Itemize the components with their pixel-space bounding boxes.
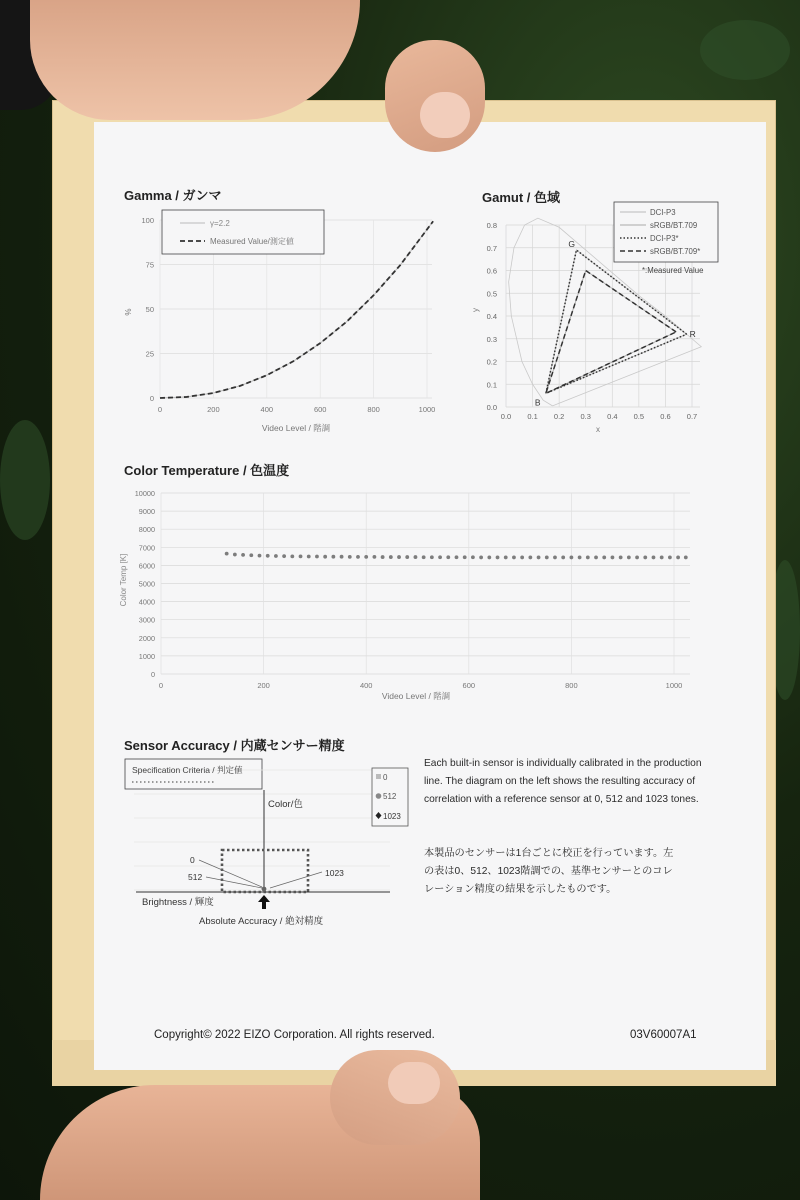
gamut-ytick-label: 0.1 (486, 380, 497, 390)
ct-data-point (266, 554, 270, 558)
gamut-legend-entry: sRGB/BT.709 (650, 221, 698, 230)
document-code: 03V60007A1 (630, 1029, 697, 1041)
gamut-xtick-label: 0.7 (686, 412, 698, 421)
gamma-xtick-label: 1000 (418, 405, 436, 414)
ct-data-point (315, 555, 319, 559)
ct-ytick-label: 9000 (138, 507, 155, 517)
ct-data-point (553, 556, 557, 560)
gamma-xlabel: Video Level / 階調 (261, 423, 331, 433)
ct-data-point (643, 556, 647, 560)
gamut-ytick-label: 0.6 (486, 266, 497, 276)
gamma-xtick-label: 400 (260, 405, 274, 414)
legend-0: 0 (383, 773, 388, 782)
ct-ytick-label: 8000 (138, 525, 155, 535)
gamut-xlabel: x (596, 425, 600, 434)
sensor-legend-marker-0 (376, 774, 381, 779)
ct-data-point (430, 555, 434, 559)
ct-data-point (520, 556, 524, 560)
ct-data-point (290, 554, 294, 558)
ct-xtick-label: 0 (158, 681, 164, 690)
gamma-title: Gamma / ガンマ (124, 188, 222, 203)
gamut-xtick-label: 0.4 (607, 412, 618, 421)
sensor-arrow-stem (262, 901, 266, 909)
gamut-point-r: R (689, 329, 696, 340)
ct-data-point (258, 554, 262, 558)
ct-data-point (602, 556, 606, 560)
ct-data-point (373, 555, 377, 559)
ct-data-point (594, 556, 598, 560)
sensor-point (262, 887, 267, 892)
gamut-ytick-label: 0.3 (486, 334, 497, 344)
gamma-legend-box (162, 210, 324, 254)
ct-data-point (323, 555, 327, 559)
ct-data-point (570, 556, 574, 560)
gamut-ytick-label: 0.4 (486, 312, 497, 321)
gamma-legend-ref: γ=2.2 (210, 219, 230, 228)
color-temp-title: Color Temperature / 色温度 (124, 463, 290, 478)
ct-data-point (225, 552, 229, 556)
ct-data-point (619, 556, 623, 560)
ct-xtick-label: 200 (257, 681, 270, 690)
sensor-leader-0 (199, 860, 262, 887)
sensor-title: Sensor Accuracy / 内蔵センサー精度 (124, 738, 345, 753)
color-axis-label: Color/色 (268, 799, 303, 810)
tone-label-512: 512 (188, 872, 203, 882)
ct-data-point (676, 556, 680, 560)
gamma-ytick-label: 25 (145, 349, 154, 359)
gamma-ylabel: % (124, 308, 133, 316)
gamut-ytick-label: 0.5 (486, 289, 497, 299)
gamma-xtick-label: 200 (207, 405, 220, 414)
ct-data-point (668, 556, 672, 560)
ct-data-point (504, 556, 508, 560)
legend-512: 512 (383, 792, 397, 801)
sensor-legend-marker-512 (376, 793, 382, 799)
gamut-xtick-label: 0.6 (660, 412, 671, 421)
gamut-title: Gamut / 色域 (482, 190, 561, 205)
gamma-ytick-label: 0 (149, 394, 154, 403)
gamut-legend-entry: DCI-P3* (650, 234, 679, 243)
ct-data-point (578, 556, 582, 560)
sensor-arrow-head (258, 895, 270, 902)
sensor-description-jp: 本製品のセンサーは1台ごとに校正を行っています。左の表は0、512、1023階調での、基準センサーとのコレレーション精度の結果を示したものです。 (424, 848, 674, 895)
ct-data-point (381, 555, 385, 559)
accuracy-label: Absolute Accuracy / 絶対精度 (199, 916, 324, 927)
ct-data-point (405, 555, 409, 559)
ct-data-point (348, 555, 352, 559)
ct-data-point (496, 556, 500, 560)
ct-ytick-label: 1000 (138, 651, 155, 661)
ct-ytick-label: 5000 (138, 579, 155, 589)
ct-data-point (586, 556, 590, 560)
gamut-ylabel: y (471, 308, 480, 312)
ct-xlabel: Video Level / 階調 (381, 691, 451, 701)
ct-data-point (299, 554, 303, 558)
ct-data-point (660, 556, 664, 560)
ct-data-point (422, 555, 426, 559)
ct-data-point (528, 556, 532, 560)
ct-data-point (627, 556, 631, 560)
ct-data-point (455, 555, 459, 559)
ct-data-point (635, 556, 639, 560)
brightness-axis-label: Brightness / 輝度 (142, 897, 214, 908)
ct-xtick-label: 800 (565, 681, 578, 690)
gamut-legend-entry: sRGB/BT.709* (650, 247, 701, 256)
gamut-ytick-label: 0.2 (486, 357, 497, 367)
sensor-description-en: Each built-in sensor is individually calibrated in the production line. The diagram on the left shows the resulting accuracy of correlation with a reference sensor at 0, 512 and 1023 tones. (424, 758, 702, 805)
ct-ylabel: Color Temp [K] (119, 553, 128, 607)
gamma-xtick-label: 0 (157, 405, 163, 414)
ct-xtick-label: 400 (359, 681, 373, 690)
ct-ytick-label: 3000 (138, 615, 155, 625)
ct-data-point (414, 555, 418, 559)
gamut-ytick-label: 0.8 (486, 221, 497, 230)
ct-data-point (479, 556, 483, 560)
gamut-xtick-label: 0.0 (500, 412, 512, 421)
ct-data-point (397, 555, 401, 559)
ct-data-point (652, 556, 656, 560)
gamut-legend-entry: DCI-P3 (650, 208, 676, 217)
sensor-leader-512 (206, 877, 262, 888)
ct-data-point (545, 556, 549, 560)
ct-data-point (274, 554, 278, 558)
gamma-xtick-label: 600 (313, 405, 327, 414)
ct-ytick-label: 2000 (138, 633, 155, 643)
gamut-xtick-label: 0.3 (580, 412, 591, 421)
sensor-criteria-rect (222, 850, 308, 892)
criteria-label: Specification Criteria / 判定値 (132, 765, 243, 775)
ct-data-point (463, 555, 467, 559)
gamut-ytick-label: 0.0 (486, 403, 497, 412)
ct-data-point (356, 555, 360, 559)
ct-ytick-label: 0 (150, 670, 155, 679)
ct-data-point (537, 556, 541, 560)
gamma-xtick-label: 800 (367, 405, 380, 414)
ct-data-point (389, 555, 393, 559)
ct-data-point (471, 555, 475, 559)
legend-1023: 1023 (383, 812, 401, 821)
ct-data-point (340, 555, 344, 559)
ct-data-point (487, 556, 491, 560)
sensor-leader-1023 (270, 872, 322, 888)
ct-data-point (282, 554, 286, 558)
ct-ytick-label: 4000 (138, 597, 155, 607)
ct-data-point (611, 556, 615, 560)
ct-ytick-label: 10000 (134, 489, 155, 498)
ct-data-point (446, 555, 450, 559)
gamma-ytick-label: 50 (145, 305, 154, 314)
tone-label-1023: 1023 (325, 868, 344, 878)
ct-ytick-label: 7000 (138, 543, 155, 553)
ct-data-point (249, 553, 253, 557)
ct-data-point (561, 556, 565, 560)
gamut-xtick-label: 0.2 (553, 412, 565, 421)
gamut-legend-note: *:Measured Value (642, 266, 704, 275)
gamma-ytick-label: 100 (141, 216, 154, 225)
ct-ytick-label: 6000 (138, 561, 155, 571)
gamut-ytick-label: 0.7 (486, 243, 497, 253)
gamut-point-g: G (568, 239, 576, 250)
ct-data-point (233, 553, 237, 557)
tone-label-0: 0 (190, 855, 195, 865)
ct-data-point (241, 553, 245, 557)
gamut-srgb-triangle (546, 271, 676, 394)
copyright: Copyright© 2022 EIZO Corporation. All rights reserved. (154, 1029, 435, 1041)
ct-data-point (438, 555, 442, 559)
ct-data-point (512, 556, 516, 560)
ct-xtick-label: 600 (462, 681, 476, 690)
gamma-legend-measured: Measured Value/測定値 (210, 237, 294, 246)
ct-xtick-label: 1000 (665, 681, 683, 690)
gamut-point-b: B (534, 397, 541, 408)
gamma-ytick-label: 75 (145, 260, 154, 270)
gamut-xtick-label: 0.5 (633, 412, 645, 421)
ct-data-point (331, 555, 335, 559)
ct-data-point (684, 556, 688, 560)
gamut-xtick-label: 0.1 (527, 412, 538, 421)
ct-data-point (364, 555, 368, 559)
ct-data-point (307, 555, 311, 559)
